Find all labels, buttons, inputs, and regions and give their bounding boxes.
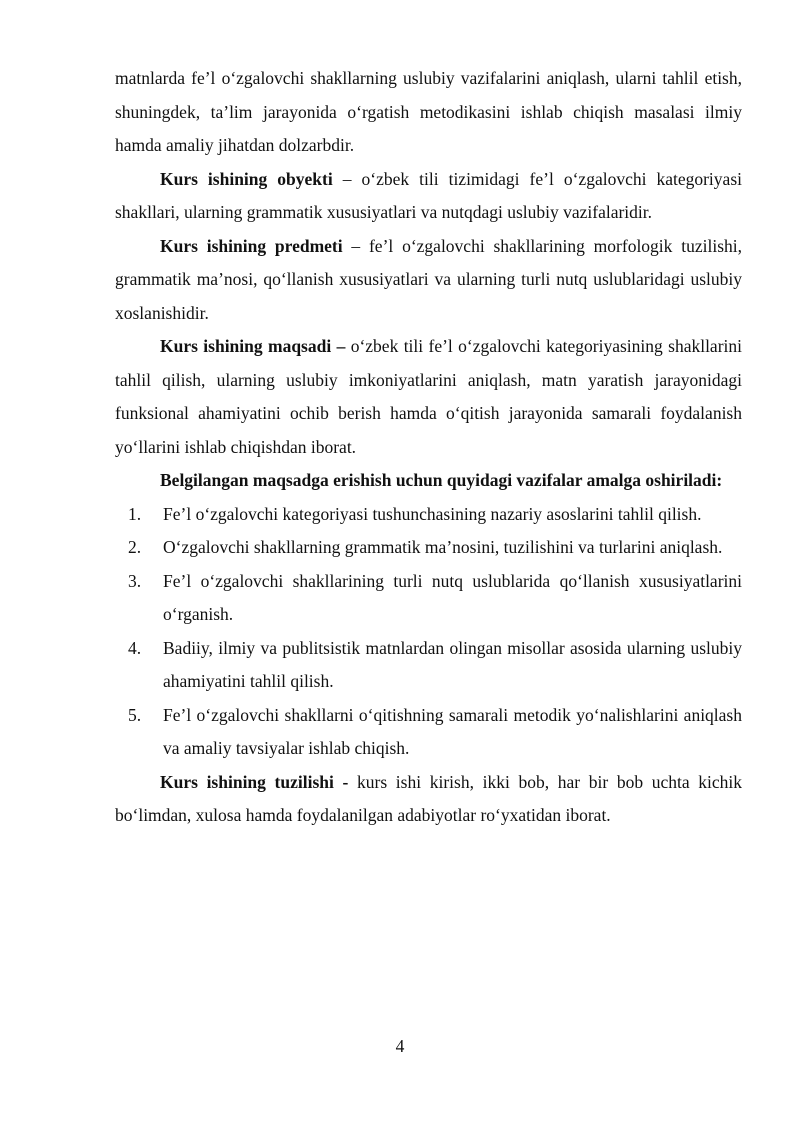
- tasks-list: [115, 498, 742, 766]
- list-item-number: 2.: [128, 537, 142, 557]
- goal-text: o‘zbek tili fe’l o‘zgalovchi kategoriyasining shakllarini tahlil qilish, ularning uslubiy imkoniyatlarini aniqlash, matn yaratish jarayonidagi funksional ahamiyatini ochib berish hamda o‘qitish jarayonida samarali foydalanish yo‘llarini ishlab chiqishdan iborat.: [115, 336, 742, 457]
- list-item-number: 3.: [128, 570, 142, 591]
- subject-text: – fe’l o‘zgalovchi shakllarining morfologik tuzilishi, grammatik ma’nosi, qo‘llanish xususiyatlari va ularning turli nutq uslublaridagi uslubiy xoslanishidir.: [115, 235, 742, 323]
- document-page: [115, 62, 742, 833]
- list-item-text: O‘zgalovchi shakllarning grammatik ma’nosini, tuzilishini va turlarini aniqlash.: [163, 537, 723, 557]
- tasks-heading: Belgilangan maqsadga erishish uchun quyidagi vazifalar amalga oshiriladi:: [160, 470, 723, 490]
- list-item: [115, 632, 742, 699]
- object-label: Kurs ishining obyekti: [160, 168, 333, 189]
- list-item: [115, 531, 742, 565]
- goal-paragraph: [115, 330, 742, 464]
- subject-label: Kurs ishining predmeti: [160, 235, 343, 256]
- list-item: [115, 498, 742, 532]
- object-paragraph: [115, 163, 742, 230]
- list-item-text: Fe’l o‘zgalovchi kategoriyasi tushunchasining nazariy asoslarini tahlil qilish.: [163, 503, 702, 524]
- subject-paragraph: [115, 230, 742, 331]
- list-item-number: 5.: [128, 704, 142, 725]
- list-item: [115, 565, 742, 632]
- list-item-number: 1.: [128, 503, 142, 524]
- list-item-text: Fe’l o‘zgalovchi shakllarining turli nutq uslublarida qo‘llanish xususiyatlarini o‘rganish.: [163, 570, 742, 624]
- structure-paragraph: [115, 766, 742, 833]
- list-item: [115, 699, 742, 766]
- intro-paragraph: matnlarda fe’l o‘zgalovchi shakllarning uslubiy vazifalarini aniqlash, ularni tahlil etish, shuningdek, ta’lim jarayonida o‘rgatish metodikasini ishlab chiqish masalasi ilmiy hamda amaliy jihatdan dolzarbdir.: [115, 68, 742, 155]
- structure-label: Kurs ishining tuzilishi -: [160, 771, 349, 792]
- page-number: 4: [395, 1036, 405, 1056]
- structure-text: kurs ishi kirish, ikki bob, har bir bob uchta kichik bo‘limdan, xulosa hamda foydalanilgan adabiyotlar ro‘yxatidan iborat.: [115, 771, 742, 825]
- list-item-number: 4.: [128, 637, 142, 658]
- goal-label: Kurs ishining maqsadi –: [160, 336, 346, 356]
- object-text: – o‘zbek tili tizimidagi fe’l o‘zgalovchi kategoriyasi shakllari, ularning grammatik xususiyatlari va nutqdagi uslubiy vazifalaridir.: [115, 168, 742, 222]
- list-item-text: Fe’l o‘zgalovchi shakllarni o‘qitishning samarali metodik yo‘nalishlarini aniqlash va amaliy tavsiyalar ishlab chiqish.: [163, 704, 742, 758]
- list-item-text: Badiiy, ilmiy va publitsistik matnlardan olingan misollar asosida ularning uslubiy ahamiyatini tahlil qilish.: [163, 637, 742, 691]
